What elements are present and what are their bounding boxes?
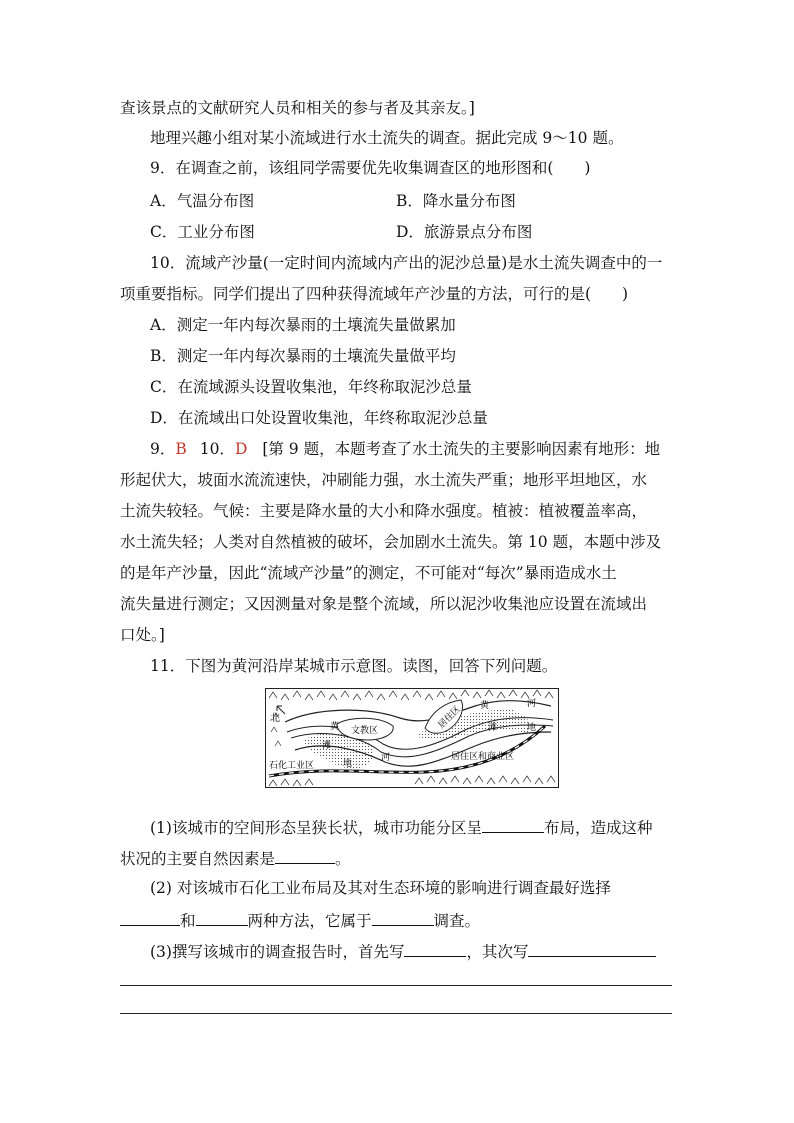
answer-9-label: 9．	[150, 440, 176, 458]
label-he-west: 河	[381, 753, 391, 763]
label-juzhu: 居住区	[436, 704, 463, 731]
q10-stem-line-1: 10．流域产沙量(一定时间内流域内产出的泥沙总量)是水土流失调查中的一	[150, 254, 663, 272]
answer-line-blank-2[interactable]	[120, 1013, 672, 1014]
q11-p1-text-d: 。	[335, 850, 351, 868]
q11-p1-text-a: (1)该城市的空间形态呈狭长状，城市功能分区呈	[150, 819, 482, 837]
q11-stem: 11．下图为黄河沿岸某城市示意图。读图，回答下列问题。	[150, 657, 558, 675]
answer-10-choice: D	[234, 440, 248, 458]
answer-9-choice: B	[175, 440, 187, 458]
q10-option-b: B．测定一年内每次暴雨的土壤流失量做平均	[150, 347, 456, 365]
answer-line-1	[150, 439, 660, 459]
q10-option-c: C．在流域源头设置收集池，年终称取泥沙总量	[150, 378, 472, 396]
label-wenjiao: 文教区	[351, 726, 379, 736]
q9-option-a: A．气温分布图	[150, 192, 255, 210]
intro-line-1: 查该景点的文献研究人员和相关的参与者及其亲友。]	[120, 99, 475, 117]
q11-p3-blank-1[interactable]	[404, 940, 466, 957]
q11-p2-text-c: 两种方法，它属于	[247, 912, 372, 930]
q9-option-b: B．降水量分布图	[396, 192, 516, 210]
label-huang-east: 黄	[480, 701, 490, 711]
answer-line-6: 流失量进行测定；又因测量对象是整个流域，所以泥沙收集池应设置在流域出	[120, 595, 648, 613]
answer-line-2: 形起伏大，坡面水流流速快，冲刷能力强，水土流失严重；地形平坦地区，水	[120, 471, 648, 489]
answer-line-5: 的是年产沙量，因此“流域产沙量”的测定，不可能对“每次”暴雨造成水土	[120, 564, 617, 582]
q10-option-d: D．在流域出口处设置收集池，年终称取泥沙总量	[150, 409, 488, 427]
q9-option-d: D．旅游景点分布图	[396, 223, 533, 241]
q11-p2-blank-1[interactable]	[120, 909, 180, 926]
answer-line-7: 口处。]	[120, 626, 165, 644]
answer-line-blank-1[interactable]	[120, 985, 672, 986]
q11-p3-text-b: ，其次写	[466, 943, 529, 961]
label-huang-west: 黄	[330, 722, 340, 732]
answer-line-4: 水土流失轻；人类对自然植被的破坏，会加剧水土流失。第 10 题，本题中涉及	[120, 533, 662, 551]
q11-p1-text-c: 状况的主要自然因素是	[120, 850, 276, 868]
q10-option-a: A．测定一年内每次暴雨的土壤流失量做累加	[150, 316, 456, 334]
q11-p1-text-b: 布局，造成这种	[543, 819, 653, 837]
q10-stem-line-2: 项重要指标。同学们提出了四种获得流域年产沙量的方法，可行的是( )	[120, 285, 629, 303]
q11-p3-blank-2[interactable]	[528, 940, 656, 957]
answer-10-label: 10．	[199, 440, 235, 458]
label-tan-west: 滩	[322, 741, 332, 751]
answer-line-3: 土流失较轻。气候：主要是降水量的大小和降水强度。植被：植被覆盖率高，	[120, 502, 648, 520]
q11-p1-blank-1[interactable]	[482, 816, 544, 833]
q11-p2-blank-3[interactable]	[372, 909, 434, 926]
q11-part-2-line-1: (2) 对该城市石化工业布局及其对生态环境的影响进行调查最好选择	[150, 879, 611, 897]
label-di-west: 地	[343, 759, 353, 769]
label-di-east: 地	[527, 723, 537, 733]
q11-p3-text-a: (3)撰写该城市的调查报告时，首先写	[150, 943, 405, 961]
q11-part-3-line-1	[150, 940, 656, 962]
label-he-east: 河	[527, 699, 537, 709]
label-shihua: 石化工业区	[269, 761, 315, 771]
intro-line-2: 地理兴趣小组对某小流域进行水土流失的调查。据此完成 9～10 题。	[150, 129, 624, 147]
q11-p2-blank-2[interactable]	[196, 909, 248, 926]
label-tan-east: 滩	[488, 723, 498, 733]
answer-explanation-start: [第 9 题，本题考查了水土流失的主要影响因素有地形：地	[262, 440, 661, 458]
label-north: 北	[270, 713, 280, 724]
q11-part-1-line-1	[150, 816, 652, 838]
q11-part-2-line-2	[120, 909, 480, 931]
label-juzhu-shangye: 居住区和商业区	[451, 752, 515, 762]
q9-stem: 9．在调查之前，该组同学需要优先收集调查区的地形图和( )	[150, 159, 591, 177]
q11-p1-blank-2[interactable]	[275, 847, 335, 864]
q11-part-1-line-2	[120, 847, 351, 869]
q9-option-c: C．工业分布图	[150, 223, 255, 241]
q11-p2-text-b: 和	[180, 912, 196, 930]
city-map-figure	[265, 688, 559, 788]
q11-p2-text-d: 调查。	[433, 912, 481, 930]
